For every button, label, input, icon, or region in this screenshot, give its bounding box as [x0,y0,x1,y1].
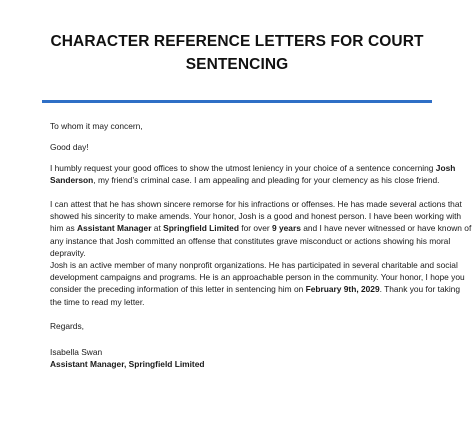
paragraph-2-text: for over [238,223,272,234]
surname-bold: Sanderson [50,175,94,186]
signer-name [50,346,434,358]
paragraph-2-text: at [151,223,164,234]
page-title [20,30,454,76]
paragraph-2-line-1: I can attest that he has shown sincere remorse for his infractions or offenses. He has made several actions that [50,199,462,209]
title-line-2: SENTENCING [185,56,289,73]
years-bold: 9 years [272,223,301,234]
paragraph-3-line-4: the time to read my letter. [50,296,145,307]
greeting [50,141,434,153]
title-divider [42,100,432,103]
paragraph-3-line-2: development campaigns and programs. He is an approachable person in the community. Your honor, I hope you [50,272,465,283]
paragraph-3-text: consider the preceding information of this letter in sentencing him on [50,284,306,295]
name-bold: Josh [435,163,456,173]
paragraph-3-line-1: Josh is an active member of many nonprofit organizations. He has participated in several charitable and social [50,260,458,270]
paragraph-1 [50,162,456,186]
paragraph-3 [50,259,465,308]
paragraph-2-text: and I have never witnessed or have known of [300,223,472,234]
paragraph-2-line-3 [50,222,472,234]
paragraph-2-text: him as [50,223,77,234]
title-line-1: CHARACTER REFERENCE LETTERS FOR COURT [50,33,424,50]
closing [50,320,434,332]
paragraph-1-text: , my friend’s criminal case. I am appealing and pleading for your clemency as his close friend. [93,175,440,186]
paragraph-1-text: I humbly request your good offices to show the utmost leniency in your choice of a sentence concerning [50,163,436,173]
paragraph-2-line-4: any instance that Josh committed an offense that constitutes grave misconduct or actions showing his moral [50,235,451,246]
closing-text: Regards, [50,321,84,331]
date-bold: February 9th, 2029 [305,284,380,295]
salutation-text: To whom it may concern, [50,121,143,131]
paragraph-2-line-2: showed his sincerity to make amends. Your honor, Josh is a good and honest person. I have been working with [50,211,462,222]
signer-name-text: Isabella Swan [50,347,103,357]
salutation [50,120,434,132]
company-bold: Springfield Limited [163,223,239,234]
paragraph-3-line-3 [50,283,460,295]
paragraph-1-line-1 [50,162,456,174]
paragraph-1-line-2 [50,174,440,186]
paragraph-2-line-5: depravity. [50,247,86,258]
paragraph-2 [50,198,472,259]
signer-title [50,358,434,370]
position-bold: Assistant Manager [77,223,152,234]
greeting-text: Good day! [50,142,89,152]
paragraph-3-text: . Thank you for taking [379,284,460,295]
signer-title-text: Assistant Manager, Springfield Limited [50,359,205,369]
